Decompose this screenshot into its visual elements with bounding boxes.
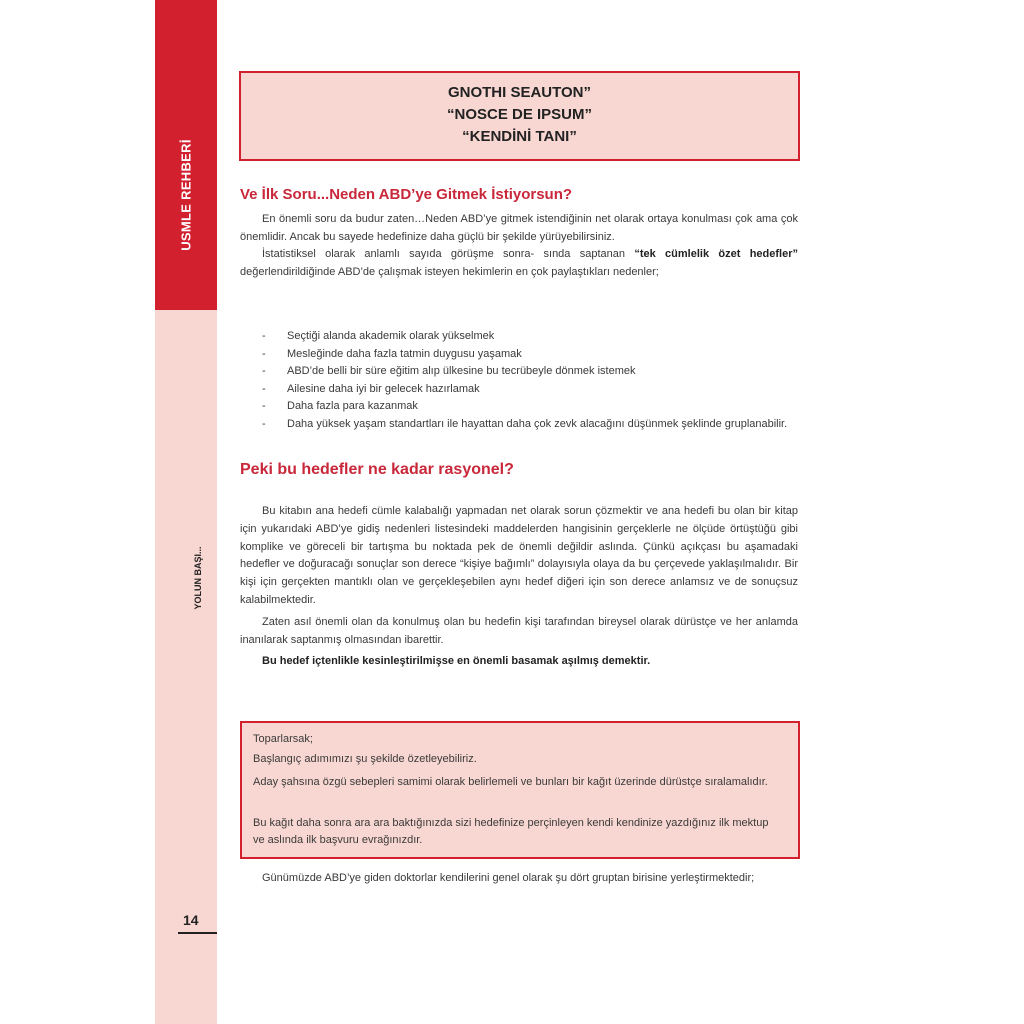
list-item: - Daha fazla para kazanmak	[262, 398, 798, 416]
section2-body	[240, 503, 798, 671]
section2-paragraph-1: Bu kitabın ana hedefi cümle kalabalığı yapmadan net olarak sorun çözmektir ve ana hedefi bu olan bir kitap için yukarıdaki ABD’ye gidiş nedenleri listesindeki maddelerden hangisinin gerçeklerle ne ölçüde örtüştüğü gibi komplike ve göreceli bir tartışma bu noktada pek de önemli değildir aslında. Çünkü açıkçası bu aşamadaki hedefler ve doğuracağı sonuçlar son derece “kişiye bağımlı” dolayısıyla olaya da bu çerçevede yaklaşılmalıdır. Bir kişi için gerçekten mantıklı olan ve gerçekleşebilen aynı hedef diğeri için son derece anlamsız ve de sonuçsuz kalabilmektedir.	[240, 505, 798, 606]
para2-bold-phrase: “tek cümlelik özet hedefler”	[634, 248, 798, 260]
list-item: - Mesleğinde daha fazla tatmin duygusu yaşamak	[262, 346, 798, 364]
summary-line-1: Toparlarsak;	[253, 733, 313, 745]
list-item: - Daha yüksek yaşam standartları ile hayattan daha çok zevk alacağını düşünmek şeklinde gruplanabilir.	[262, 416, 798, 434]
chapter-title: YOLUN BAŞI...	[193, 546, 203, 610]
section2-paragraph-3	[240, 653, 798, 671]
section-heading-2: Peki bu hedefler ne kadar rasyonel?	[240, 461, 514, 478]
book-title: USMLE REHBERİ	[178, 139, 194, 251]
closing-body	[240, 870, 798, 888]
section1-paragraph-2	[240, 246, 798, 281]
title-box	[239, 71, 800, 161]
para2-text-start: İstatistiksel olarak anlamlı sayıda görüşme sonra- sında saptanan	[262, 248, 635, 260]
section2-paragraph-2: Zaten asıl önemli olan da konulmuş olan bu hedefin kişi tarafından bireysel olarak dürüstçe ve her anlamda inanılarak saptanmış olmasından ibarettir.	[240, 615, 798, 646]
closing-paragraph: Günümüzde ABD’ye giden doktorlar kendilerini genel olarak şu dört gruptan birisine yerleştirmektedir;	[262, 872, 755, 884]
section-heading-1: Ve İlk Soru...Neden ABD’ye Gitmek İstiyorsun?	[240, 186, 573, 203]
summary-line-3: Aday şahsına özgü sebepleri samimi olarak belirlemeli ve bunları bir kağıt üzerinde dürüstçe sıralamalıdır.	[253, 776, 768, 788]
summary-line-4: Bu kağıt daha sonra ara ara baktığınızda sizi hedefinize perçinleyen kendi kendinize yazdığınız ilk mektup ve aslında ilk başvuru evrağınızdır.	[253, 817, 769, 846]
section1-paragraph-1: En önemli soru da budur zaten…Neden ABD’ye gitmek istendiğinin net olarak ortaya konulması çok ama çok önemlidir. Ancak bu sayede hedefinize daha güçlü bir şekilde yürüyebilirsiniz.	[240, 213, 798, 243]
summary-line-2: Başlangıç adımımızı şu şekilde özetleyebiliriz.	[253, 753, 477, 765]
title-line-2: “NOSCE DE IPSUM”	[446, 106, 593, 123]
reasons-list	[262, 328, 798, 433]
section2-emphasis: Bu hedef içtenlikle kesinleştirilmişse en önemli basamak aşılmış demektir.	[262, 655, 651, 668]
summary-box	[240, 721, 800, 859]
title-line-3: “KENDİNİ TANI”	[462, 128, 577, 145]
section1-body	[240, 211, 798, 281]
para2-text-end: değerlendirildiğinde ABD’de çalışmak isteyen hekimlerin en çok paylaştıkları nedenler;	[240, 265, 659, 278]
list-item: - Seçtiği alanda akademik olarak yükselmek	[262, 328, 798, 346]
list-item: - ABD’de belli bir süre eğitim alıp ülkesine bu tecrübeyle dönmek istemek	[262, 363, 798, 381]
list-item: - Ailesine daha iyi bir gelecek hazırlamak	[262, 381, 798, 399]
title-line-1: GNOTHI SEAUTON”	[447, 84, 592, 101]
page-number-rule	[178, 932, 217, 934]
page-number: 14	[183, 912, 199, 928]
